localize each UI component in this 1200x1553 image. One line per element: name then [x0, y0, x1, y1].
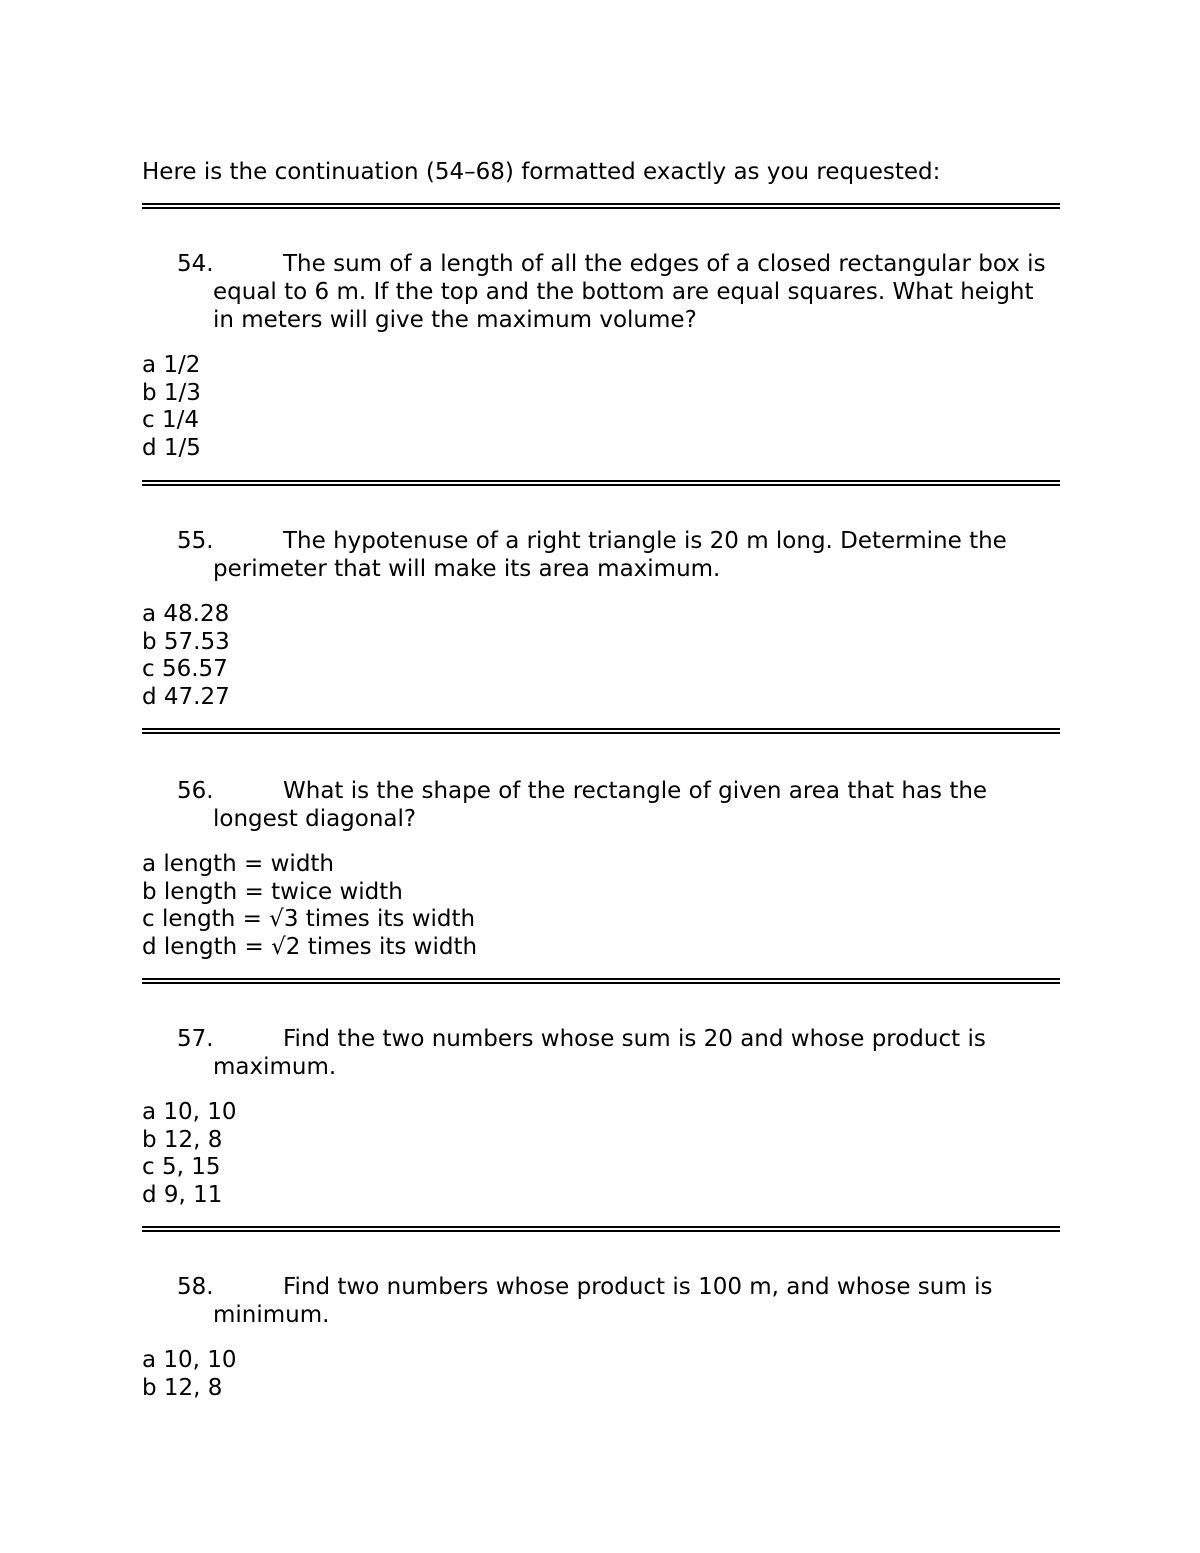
question-text	[213, 777, 1053, 833]
answer-options	[142, 1347, 1060, 1402]
question-body: Find the two numbers whose sum is 20 and whose product is maximum.	[213, 1026, 986, 1080]
question-58	[142, 1273, 1060, 1402]
section-divider	[142, 978, 1060, 984]
question-number: 56.	[177, 778, 214, 804]
question-57	[142, 1025, 1060, 1209]
question-55	[142, 527, 1060, 711]
answer-options	[142, 851, 1060, 961]
answer-option: d length = √2 times its width	[142, 933, 478, 960]
question-number: 54.	[177, 251, 214, 277]
question-number: 58.	[177, 1274, 214, 1300]
question-56	[142, 777, 1060, 961]
question-text	[213, 527, 1053, 583]
answer-option: d 1/5	[142, 434, 201, 461]
answer-option: b 1/3	[142, 379, 201, 406]
answer-option: c 56.57	[142, 656, 228, 682]
answer-option: d 9, 11	[142, 1181, 223, 1208]
answer-option: b length = twice width	[142, 878, 403, 905]
intro-text: Here is the continuation (54–68) formatted exactly as you requested:	[142, 159, 941, 185]
answer-option: a length = width	[142, 851, 335, 877]
question-body: The sum of a length of all the edges of a closed rectangular box is equal to 6 m. If the top and the bottom are equal squares. What height in meters will give the maximum volume?	[213, 251, 1046, 333]
question-text	[213, 1273, 1053, 1329]
question-number: 57.	[177, 1026, 214, 1052]
answer-option: d 47.27	[142, 683, 230, 710]
question-body: The hypotenuse of a right triangle is 20 m long. Determine the perimeter that will make its area maximum.	[213, 528, 1007, 582]
answer-option: b 12, 8	[142, 1374, 223, 1401]
answer-option: a 10, 10	[142, 1099, 237, 1125]
section-divider	[142, 203, 1060, 209]
question-54	[142, 250, 1060, 462]
answer-option: a 10, 10	[142, 1347, 237, 1373]
question-text	[213, 250, 1053, 334]
question-body: What is the shape of the rectangle of given area that has the longest diagonal?	[213, 778, 988, 832]
section-divider	[142, 728, 1060, 734]
answer-options	[142, 1099, 1060, 1209]
answer-option: c 1/4	[142, 407, 199, 433]
section-divider	[142, 480, 1060, 486]
answer-option: b 57.53	[142, 628, 230, 655]
answer-option: a 48.28	[142, 601, 230, 627]
answer-options	[142, 352, 1060, 462]
question-text	[213, 1025, 1053, 1081]
question-number: 55.	[177, 528, 214, 554]
answer-option: c 5, 15	[142, 1154, 221, 1180]
section-divider	[142, 1226, 1060, 1232]
answer-option: c length = √3 times its width	[142, 906, 476, 932]
question-body: Find two numbers whose product is 100 m, and whose sum is minimum.	[213, 1274, 993, 1328]
answer-option: b 12, 8	[142, 1126, 223, 1153]
answer-option: a 1/2	[142, 352, 201, 378]
answer-options	[142, 601, 1060, 711]
